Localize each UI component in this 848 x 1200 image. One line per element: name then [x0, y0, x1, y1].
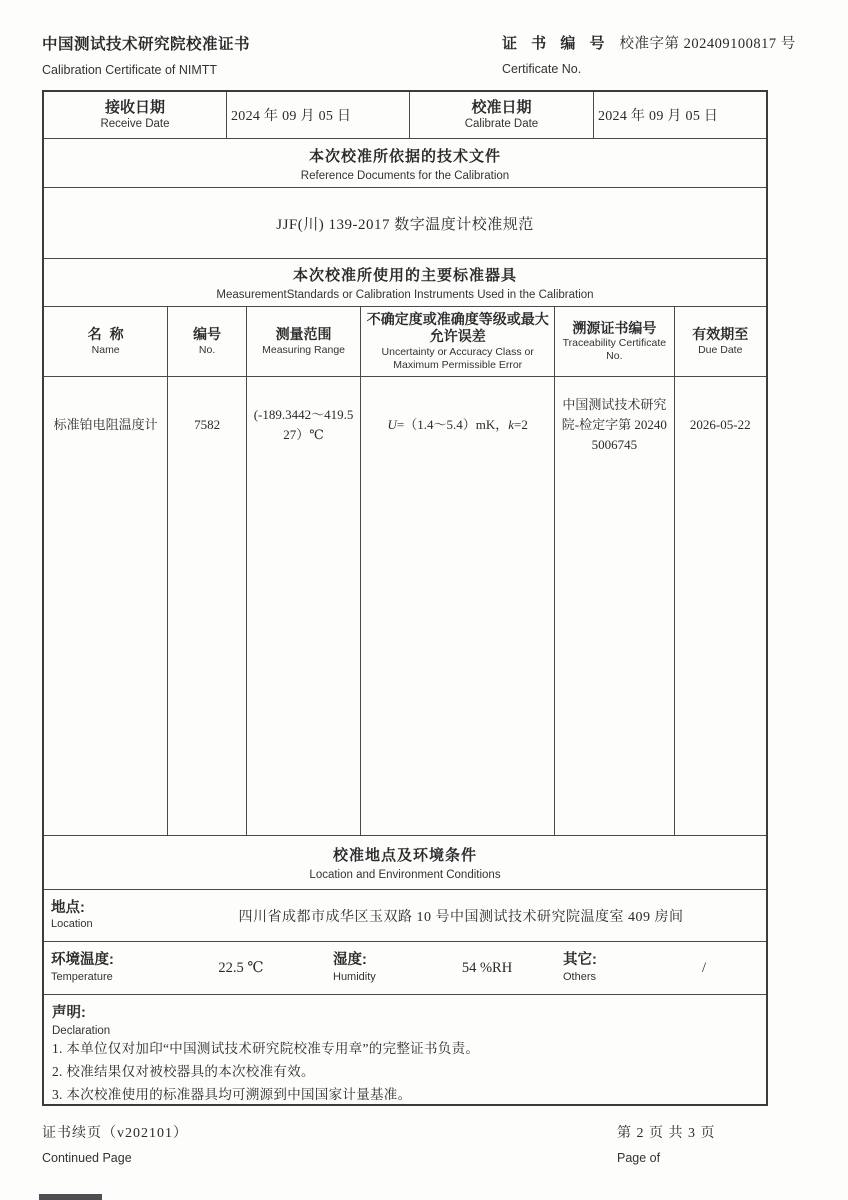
- calibrate-date-label-cell: [410, 92, 594, 138]
- location-value: 四川省成都市成华区玉双路 10 号中国测试技术研究院温度室 409 房间: [238, 909, 684, 925]
- col-due-zh: 有效期至: [692, 326, 749, 343]
- declaration-item-1: 1. 本单位仅对加印“中国测试技术研究院校准专用章”的完整证书负责。: [52, 1041, 480, 1056]
- due-date: 2026-05-22: [689, 416, 751, 432]
- col-uncertainty-en: Uncertainty or Accuracy Class or Maximum Permissible Error: [381, 345, 534, 371]
- location-row: [44, 890, 766, 942]
- col-uncertainty-zh: 不确定度或准确度等级或最大允许误差: [366, 310, 549, 345]
- standards-data-row: [44, 377, 766, 836]
- instrument-name: 标准铂电阻温度计: [53, 416, 158, 432]
- footer-continued-en: Continued Page: [42, 1151, 132, 1165]
- uncertainty-value: [361, 377, 554, 473]
- others-label-en: Others: [563, 970, 597, 983]
- declaration-title-zh: 声明:: [52, 1005, 86, 1021]
- col-no-en: No.: [198, 343, 216, 356]
- footer-page-number-en: Page of: [617, 1151, 661, 1165]
- col-header-due-date: [675, 307, 766, 376]
- environment-title-en: Location and Environment Conditions: [309, 869, 501, 881]
- others-value: /: [701, 959, 707, 976]
- location-label-cell: [44, 900, 156, 932]
- declaration-section: [44, 995, 766, 1108]
- location-label-zh: 地点:: [51, 899, 85, 916]
- standards-title-en: MeasurementStandards or Calibration Instruments Used in the Calibration: [216, 289, 594, 301]
- environment-section-title: [44, 836, 766, 890]
- footer-continued-zh: 证书续页（v202101）: [42, 1126, 188, 1141]
- uncertainty-mid: =（1.4～5.4）mK，: [396, 416, 509, 432]
- document-title-zh: 中国测试技术研究院校准证书: [42, 36, 251, 53]
- temperature-label-en: Temperature: [51, 970, 113, 983]
- calibrate-date-label-zh: 校准日期: [471, 98, 532, 116]
- temperature-value: 22.5 ℃: [218, 959, 264, 976]
- col-header-range: [247, 307, 361, 376]
- temperature-label-zh: 环境温度:: [51, 952, 114, 969]
- col-range-zh: 测量范围: [275, 326, 332, 343]
- dates-row: [44, 92, 766, 139]
- standards-header-row: [44, 307, 766, 377]
- footer-right: [617, 1122, 716, 1165]
- humidity-label-en: Humidity: [333, 970, 376, 983]
- environment-title-zh: 校准地点及环境条件: [332, 847, 477, 864]
- uncertainty-symbol-u: U: [387, 416, 397, 432]
- humidity-value: 54 %RH: [461, 959, 513, 976]
- others-label-cell: [556, 952, 642, 984]
- reference-title-zh: 本次校准所依据的技术文件: [308, 147, 501, 165]
- certificate-number-block: [502, 32, 796, 76]
- standards-title-zh: 本次校准所使用的主要标准器具: [292, 267, 517, 284]
- declaration-title-en: Declaration: [52, 1025, 111, 1037]
- measuring-range-cell: [247, 377, 361, 835]
- col-traceability-en: Traceability Certificate No.: [562, 337, 667, 363]
- traceability-cell: [555, 377, 674, 835]
- certificate-number-value: 校准字第 202409100817 号: [619, 36, 796, 52]
- declaration-item-3: 3. 本次校准使用的标准器具均可溯源到中国国家计量基准。: [52, 1087, 412, 1102]
- humidity-label-zh: 湿度:: [333, 952, 367, 969]
- col-traceability-zh: 溯源证书编号: [572, 319, 657, 336]
- location-label-en: Location: [51, 918, 93, 931]
- calibrate-date-label-en: Calibrate Date: [464, 117, 539, 130]
- receive-date-label-en: Receive Date: [100, 117, 170, 130]
- uncertainty-cell: [361, 377, 555, 835]
- footer-left: [42, 1122, 188, 1165]
- uncertainty-end: =2: [514, 416, 528, 432]
- traceability-cert-no: 中国测试技术研究院-检定字第 202405006745: [561, 396, 667, 453]
- col-range-en: Measuring Range: [262, 343, 345, 356]
- footer-page-number-zh: 第 2 页 共 3 页: [617, 1126, 716, 1141]
- others-label-zh: 其它:: [563, 952, 597, 969]
- receive-date-label-zh: 接收日期: [104, 98, 165, 116]
- declaration-item-2: 2. 校准结果仅对被校器具的本次校准有效。: [52, 1064, 315, 1079]
- coverage-factor-k: k: [508, 416, 515, 432]
- page-header: [42, 32, 812, 77]
- calibrate-date-value: 2024 年 09 月 05 日: [597, 109, 719, 124]
- col-name-en: Name: [91, 343, 120, 356]
- standards-section-title: [44, 259, 766, 307]
- certificate-table: [42, 90, 768, 1106]
- due-date-cell: [675, 377, 766, 835]
- instrument-name-cell: [44, 377, 168, 835]
- temperature-label-cell: [44, 952, 156, 984]
- reference-section-title: [44, 139, 766, 188]
- reference-document-value: JJF(川) 139-2017 数字温度计校准规范: [44, 188, 766, 259]
- col-header-traceability: [555, 307, 674, 376]
- reference-title-en: Reference Documents for the Calibration: [300, 169, 510, 182]
- col-name-zh: 名称: [87, 326, 132, 343]
- col-header-name: [44, 307, 168, 376]
- environment-conditions-row: [44, 942, 766, 995]
- receive-date-label-cell: [44, 92, 227, 138]
- instrument-no: 7582: [194, 416, 221, 432]
- certificate-number-label-zh: 证 书 编 号: [502, 35, 610, 52]
- col-due-en: Due Date: [698, 343, 743, 356]
- measuring-range: (-189.3442～419.527）℃: [253, 406, 354, 442]
- col-header-no: [168, 307, 247, 376]
- receive-date-value: 2024 年 09 月 05 日: [227, 92, 410, 138]
- instrument-no-cell: [168, 377, 247, 835]
- certificate-number-label-en: Certificate No.: [502, 62, 582, 76]
- scan-artifact-bar: [39, 1194, 102, 1200]
- humidity-label-cell: [326, 952, 418, 984]
- col-no-zh: 编号: [193, 326, 222, 343]
- document-title-en: Calibration Certificate of NIMTT: [42, 63, 218, 77]
- col-header-uncertainty: [361, 307, 555, 376]
